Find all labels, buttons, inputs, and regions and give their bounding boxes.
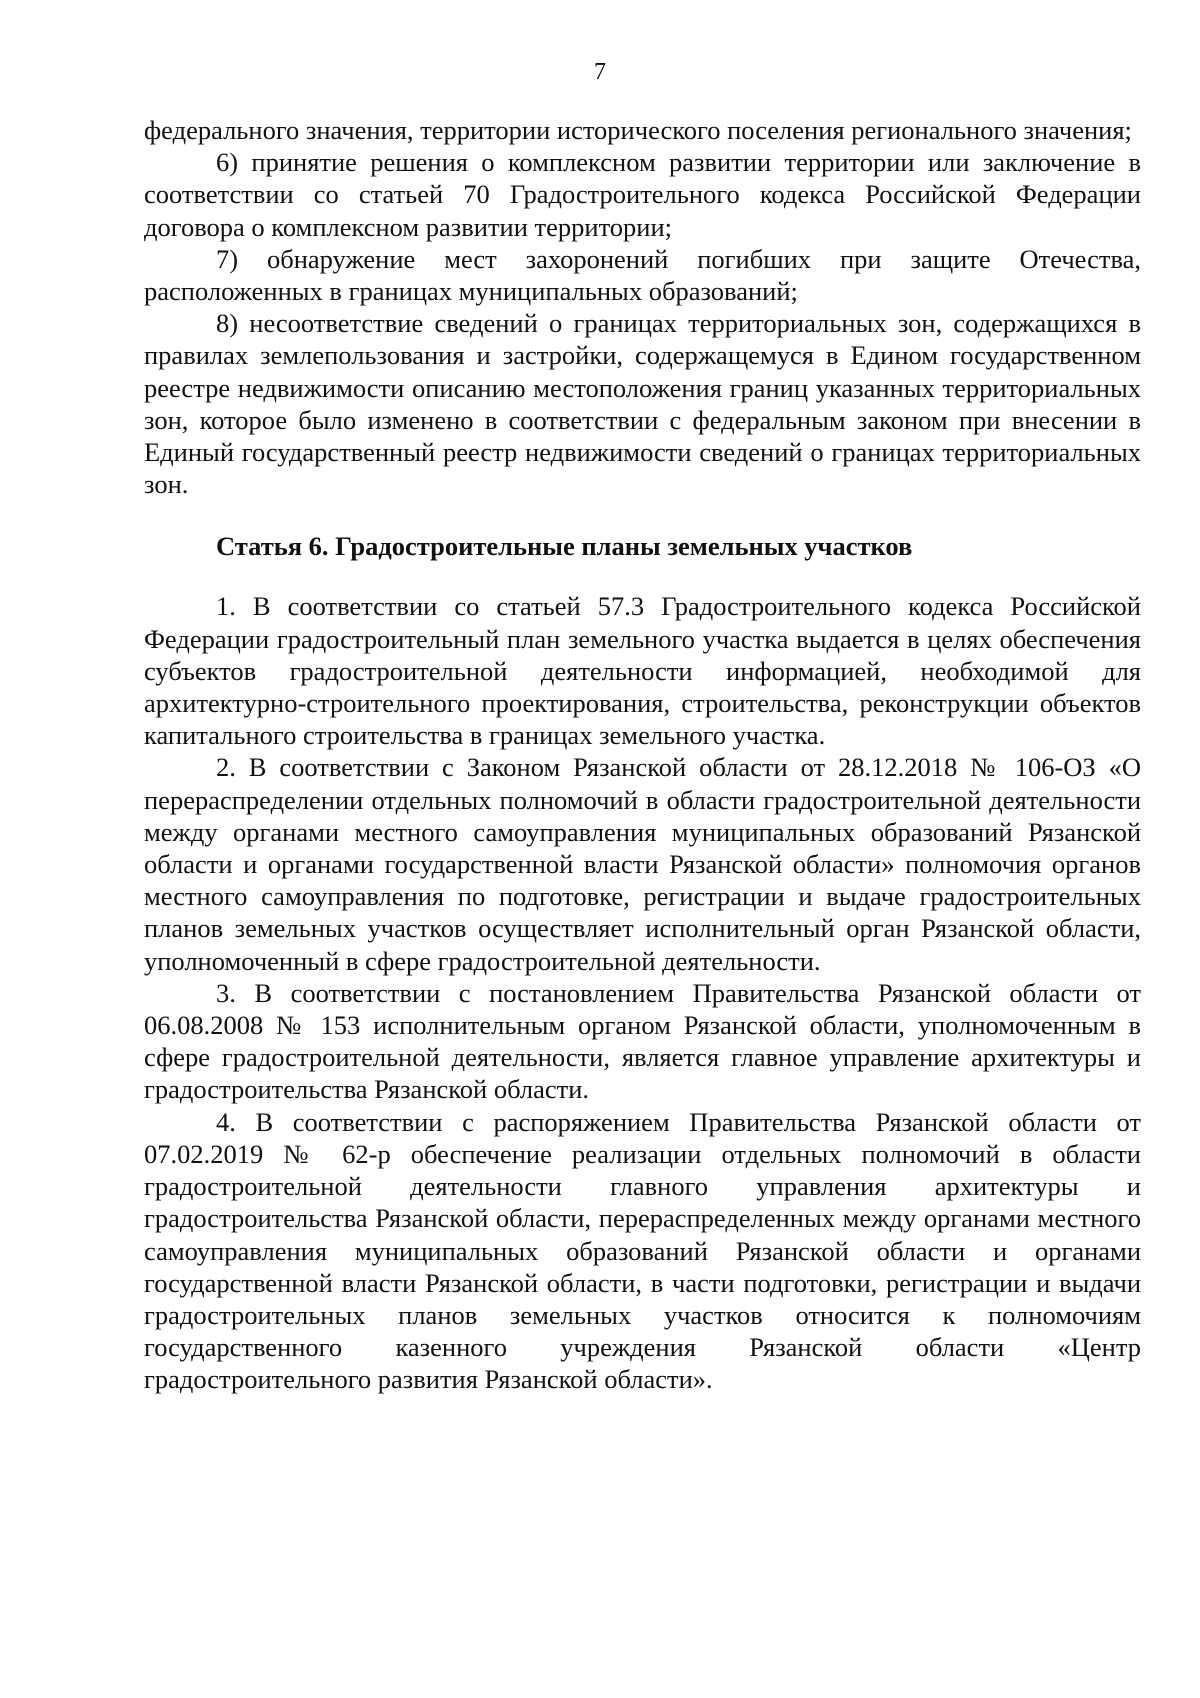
article-paragraph-1: 1. В соответствии со статьей 57.3 Градостроительного кодекса Российской Федерации градостроительный план земельного участка выдается в целях обеспечения субъектов градостроительной деятельности информацией, необходимой для архитектурно-строительного проектирования, строительства, реконструкции объектов капитального строительства в границах земельного участка. xyxy=(144,591,1141,751)
article-paragraph-2: 2. В соответствии с Законом Рязанской области от 28.12.2018 № 106-ОЗ «О перераспределении отдельных полномочий в области градостроительной деятельности между органами местного самоуправления муниципальных образований Рязанской области и органами государственной власти Рязанской области» полномочия органов местного самоуправления по подготовке, регистрации и выдаче градостроительных планов земельных участков осуществляет исполнительный орган Рязанской области, уполномоченный в сфере градостроительной деятельности. xyxy=(144,752,1141,976)
article-heading: Статья 6. Градостроительные планы земельных участков xyxy=(216,531,913,562)
spacer xyxy=(144,500,1141,530)
article-paragraph-4: 4. В соответствии с распоряжением Правительства Рязанской области от 07.02.2019 № 62-р обеспечение реализации отдельных полномочий в области градостроительной деятельности главного управления архитектуры и градостроительства Рязанской области, перераспределенных между органами местного самоуправления муниципальных образований Рязанской области и органами государственной власти Рязанской области, в части подготовки, регистрации и выдачи градостроительных планов земельных участков относится к полномочиям государственного казенного учреждения Рязанской области «Центр градостроительного развития Рязанской области». xyxy=(144,1106,1141,1395)
paragraph-continued: федерального значения, территории исторического поселения регионального значения; xyxy=(144,115,1132,145)
paragraph-item-8: 8) несоответствие сведений о границах территориальных зон, содержащихся в правилах землепользования и застройки, содержащемуся в Едином государственном реестре недвижимости описанию местоположения границ указанных территориальных зон, которое было изменено в соответствии с федеральным законом при внесении в Единый государственный реестр недвижимости сведений о границах территориальных зон. xyxy=(144,308,1141,500)
page-number: 7 xyxy=(594,59,606,85)
paragraph-item-6: 6) принятие решения о комплексном развитии территории или заключение в соответствии со статьей 70 Градостроительного кодекса Российской Федерации договора о комплексном развитии территории; xyxy=(144,147,1141,242)
spacer xyxy=(144,562,1141,590)
document-body xyxy=(144,114,1141,1396)
article-paragraph-3: 3. В соответствии с постановлением Правительства Рязанской области от 06.08.2008 № 153 исполнительным органом Рязанской области, уполномоченным в сфере градостроительной деятельности, является главное управление архитектуры и градостроительства Рязанской области. xyxy=(144,977,1141,1105)
paragraph-item-7: 7) обнаружение мест захоронений погибших при защите Отечества, расположенных в границах муниципальных образований; xyxy=(144,243,1141,307)
